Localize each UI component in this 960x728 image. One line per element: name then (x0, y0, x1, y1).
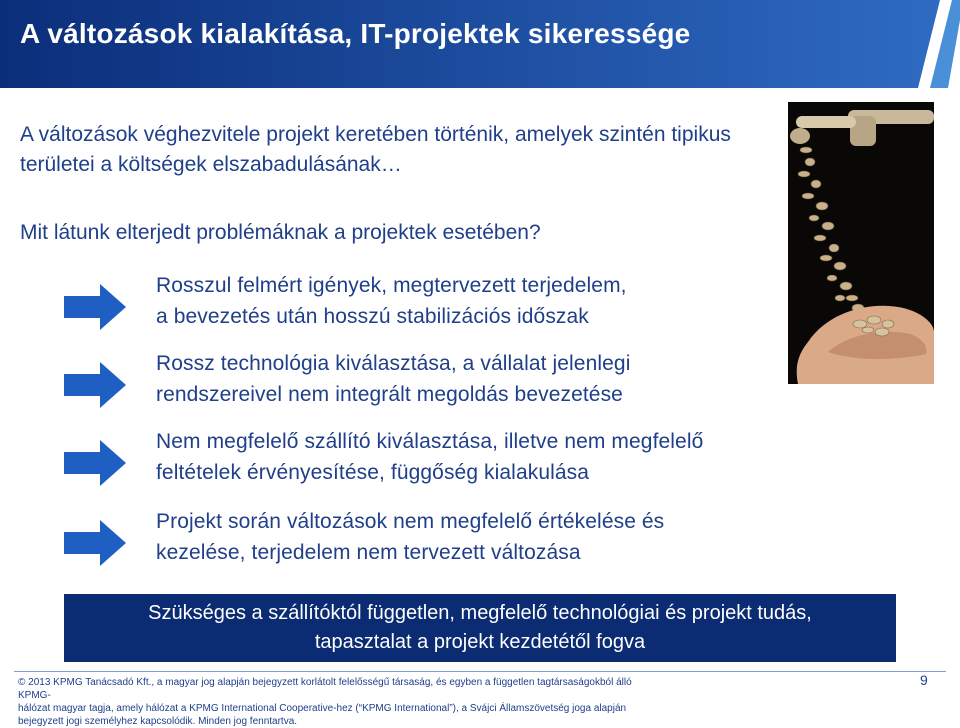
conclusion-banner-line: tapasztalat a projekt kezdetétől fogva (314, 631, 646, 653)
arrow-right-icon (64, 362, 126, 408)
tap-pouring-coins-icon (788, 102, 934, 384)
problem-item-line: kezelése, terjedelem nem tervezett változása (156, 541, 581, 564)
problem-item (156, 348, 846, 410)
arrow-right-icon (64, 520, 126, 566)
footer-line: bejegyzett jogi személyhez kapcsolódik. Minden jog fenntartva. (18, 716, 298, 727)
arrow-right-icon (64, 440, 126, 486)
footer-line: © 2013 KPMG Tanácsadó Kft., a magyar jog alapján bejegyzett korlátolt felelősségű társaság, és egyben a független tagtársaságokból álló KPMG- (18, 677, 632, 701)
footer-line: hálózat magyar tagja, amely hálózat a KPMG International Cooperative-hez (“KPMG International”), a Svájci Államszövetség joga alapján (18, 703, 627, 714)
page-number: 9 (920, 672, 928, 688)
arrow-right-icon (64, 284, 126, 330)
problem-item-line: rendszereivel nem integrált megoldás bevezetése (156, 383, 623, 406)
problem-item-line: Projekt során változások nem megfelelő értékelése és (156, 510, 665, 533)
problem-item (156, 506, 846, 568)
page-title: A változások kialakítása, IT-projektek sikeressége (20, 18, 691, 49)
problem-item-line: feltételek érvényesítése, függőség kialakulása (156, 461, 590, 484)
question-text: Mit látunk elterjedt problémáknak a projektek esetében? (20, 221, 541, 244)
intro-text: A változások véghezvitele projekt keretében történik, amelyek szintén tipikus területei a költségek elszabadulásának… (20, 123, 731, 176)
title-bar (0, 0, 960, 88)
problem-item-line: Rossz technológia kiválasztása, a vállalat jelenlegi (156, 352, 631, 375)
footer-copyright (18, 676, 638, 728)
problem-item-line: Rosszul felmért igények, megtervezett terjedelem, (156, 274, 627, 297)
conclusion-banner-line: Szükséges a szállítóktól független, megfelelő technológiai és projekt tudás, (148, 602, 812, 624)
problem-item-line: a bevezetés után hosszú stabilizációs időszak (156, 305, 589, 328)
footer-divider (14, 671, 946, 672)
problem-item-line: Nem megfelelő szállító kiválasztása, illetve nem megfelelő (156, 430, 704, 453)
problem-item (156, 426, 846, 488)
problem-item (156, 270, 846, 332)
conclusion-banner (64, 594, 896, 662)
tap-pouring-coins-image (788, 102, 934, 384)
